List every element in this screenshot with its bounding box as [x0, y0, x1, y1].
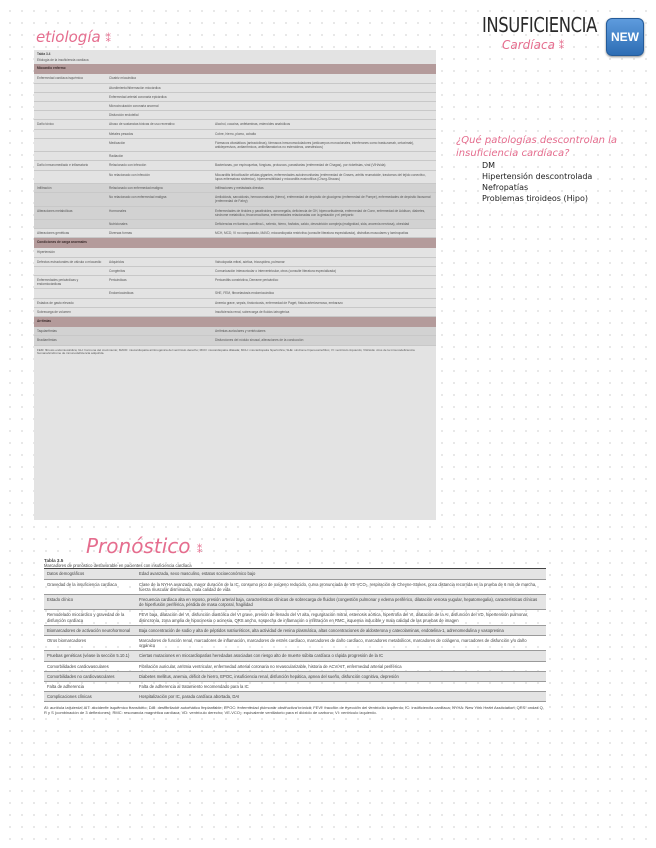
table-cell: Microcirculación coronaria anormal: [109, 104, 159, 109]
table-row: [34, 84, 436, 93]
table-cell: Bradiarritmias: [37, 338, 57, 343]
table-cell: Comunicación interauricular o interventricular, otros (consulte literatura especializada): [215, 268, 337, 273]
table-caption: Tabla 3.4: [37, 52, 51, 56]
table-cell: Alteraciones genéticas: [37, 231, 70, 236]
table-row: [34, 327, 436, 336]
table-cell: Fibrilación auricular, arritmia ventricular, enfermedad arterial coronaria no revascularizable, historia de ACV/AIT, enfermedad arterial periférica: [139, 663, 402, 669]
table-cell: Comorbilidades cardiovasculares: [47, 663, 109, 669]
sparkle-icon: ⁑: [196, 543, 203, 556]
table-cell: Alteraciones metabólicas: [37, 208, 73, 213]
table-cell: Edad avanzada, sexo masculino, estatus socioeconómico bajo: [139, 571, 256, 577]
section-header: Arritmias: [34, 317, 436, 327]
table-cell: Pericárdicas: [109, 278, 127, 283]
table-cell: [34, 267, 106, 275]
notes-answer: Hipertensión descontrolada: [482, 172, 593, 181]
table-cell: [34, 111, 106, 119]
etiologia-heading-text: etiología: [36, 28, 101, 46]
table-cell: Frecuencia cardíaca alta en reposo, presión arterial baja, características clínicas de sobrecarga de fluidos (congestión pulmonar y edema periférico, dilatación venosa yugular, hepatomegalia), características clínicas de hiperfusión periférica, pérdida de masa corporal, fragilidad: [139, 597, 538, 608]
page-title: INSUFICIENCIA: [482, 13, 597, 37]
table-row: [34, 120, 436, 129]
notes-answer: DM: [482, 161, 496, 170]
table-cell: Disfunción endotelial: [109, 113, 139, 118]
table-cell: [34, 93, 106, 101]
table-cell: Infiltraciones y metástasis directas: [215, 186, 264, 191]
table-cell: FEVI baja, dilatación del VI, disfunción diastólica del VI grave, presión de llenado del VI alta, regurgitación mitral, estenosis aórtica, hipertrofia del VI, dilatación de la AI, disfunción del VD, hipertensión pulmonar, disincronía, zona amplia de hipocinesia o acinesia, QRS ancho, sospecha de inflamación o infiltración en RMC, isquemia inducible y mala calidad de las pruebas de imagen: [139, 612, 529, 623]
table-cell: Valvulopatía mitral, aórtica, tricuspídea, pulmonar: [215, 259, 285, 264]
table-row: [34, 152, 436, 161]
notes-question: ¿Qué patologías descontrolan la insuficiencia cardíaca?: [456, 135, 618, 159]
notes-answer: Nefropatías: [482, 183, 529, 192]
table-cell: [212, 152, 436, 160]
table-cell: [106, 308, 212, 316]
table-cell: Hospitalización por IC, parada cardíaca abortada, DAI: [139, 694, 240, 700]
table-cell: Cicatriz miocárdica: [109, 76, 136, 81]
table-cell: [212, 93, 436, 101]
etiologia-heading: [36, 28, 111, 46]
table-row: [44, 692, 546, 702]
table-caption-title: Marcadores de pronóstico desfavorable en pacientes con insuficiencia cardíaca: [44, 563, 192, 569]
table-row: [44, 626, 546, 636]
table-cell: [212, 102, 436, 110]
pronostico-table: [44, 558, 546, 715]
table-cell: Daño tóxico: [37, 122, 54, 127]
table-cell: Alcohol, cocaína, anfetaminas, esteroides anabólicos: [215, 122, 291, 127]
table-row: [34, 258, 436, 267]
table-cell: Diabetes mellitus, anemia, déficit de hierro, EPOC, insuficiencia renal, disfunción hepática, apnea del sueño, disfunción cognitiva, depresión: [139, 673, 399, 679]
table-row: [34, 139, 436, 152]
etiologia-table: [34, 50, 436, 520]
handwritten-notes: [456, 134, 651, 204]
table-cell: Ciertas mutaciones en miocardiopatías heredadas asociadas con riesgo alto de muerte súbita cardíaca o rápida progresión de la IC: [139, 653, 384, 659]
table-cell: Fármacos citostáticos (antraciclinas), fármacos inmunomoduladores (anticuerpos monoclonales, interferones como trastuzumab, cetuximab), antidepresivos, antiarrítmicos, antiinflamatorios no esteroideos, anestésicos): [215, 140, 415, 150]
table-cell: [106, 327, 212, 335]
table-row: [44, 672, 546, 682]
table-row: [34, 299, 436, 308]
table-cell: Comorbilidades no cardiovasculares: [47, 673, 115, 679]
table-cell: Hipertensión: [37, 250, 55, 255]
table-cell: Relacionado con enfermedad maligna: [109, 186, 163, 191]
table-cell: Enfermedades pericárdicas y endomiocárdicas: [37, 278, 79, 287]
table-cell: [34, 152, 106, 160]
section-header: Condiciones de carga anormales: [34, 238, 436, 248]
table-cell: Estados de gasto elevado: [37, 300, 74, 305]
table-cell: Relacionado con infección: [109, 163, 147, 168]
table-row: [44, 580, 546, 595]
table-cell: [106, 336, 212, 344]
table-footnote: AI: aurícula izquierda; AIT: accidente isquémico transitorio; DAI: desfibrilador automático implantable; EPOC: enfermedad pulmonar obstructiva crónica; FEVI: fracción de eyección del ventrículo izquierdo; IC: insuficiencia cardíaca; NYHA: New York Heart Association; QRS: ondas Q, R y S (combinación de 3 deflexiones); RMC: resonancia magnética cardíaca; VD: ventrículo derecho; VE-VCO₂: equivalente ventilatorio para el dióxido de carbono; VI: ventrículo izquierdo.: [44, 705, 544, 716]
table-caption-title: Etiología de la insuficiencia cardíaca: [37, 58, 89, 63]
table-cell: Diversas formas: [109, 231, 133, 236]
table-row: [34, 102, 436, 111]
table-cell: [212, 248, 436, 256]
table-cell: [34, 84, 106, 92]
table-cell: Marcadores de función renal, marcadores de inflamación, marcadores de estrés cardíaco, marcadores de daño cardíaco, marcadores metabólicos, marcadores de colágeno, marcadores de disfunción y/o daño orgánico: [139, 638, 527, 649]
table-row: [34, 220, 436, 229]
table-cell: Cobre, hierro, plomo, cobalto: [215, 131, 257, 136]
table-cell: Defectos estructurales de válvula o miocardio: [37, 259, 102, 264]
table-cell: Endomiocárdicas: [109, 291, 134, 296]
table-cell: No relacionado con infección: [109, 172, 150, 177]
table-cell: Falta de adherencia: [47, 684, 85, 690]
notes-answer: Problemas tiroideos (Hipo): [482, 194, 588, 203]
table-row: [34, 93, 436, 102]
table-cell: [106, 299, 212, 307]
table-row: [34, 111, 436, 120]
table-cell: [34, 102, 106, 110]
table-row: [44, 682, 546, 692]
table-cell: Enfermedades de tiroides y paratiroides, acromegalia, deficiencia de GH, hipercortisolemia, enfermedad de Conn, enfermedad de Addison, diabetes, síndrome metabólico, feocromocitoma, enfermedades relacionadas con la gestación y el periparto: [215, 208, 426, 217]
new-badge[interactable]: NEW: [606, 18, 644, 56]
table-cell: Amiloidosis, sarcoidosis, hemocromatosis (hierro), enfermedad de depósito de glucógeno (enfermedad de Pompe), enfermedades de depósito lisosomal (enfermedad de Fabry): [215, 195, 431, 204]
table-cell: [212, 84, 436, 92]
notes-answers: [456, 160, 651, 204]
table-cell: Datos demográficos: [47, 571, 85, 577]
table-cell: SHE, FEM, fibroelastosis endomiocárdica: [215, 291, 274, 296]
table-cell: Bacterianas, por espiroquetas, fúngicas, protozoos, parasitarias (enfermedad de Chagas), por rickettsias, viral (VIH/sida): [215, 163, 386, 168]
table-cell: Pruebas genéticas (véase la sección 5.10.1): [47, 653, 130, 659]
table-cell: [34, 193, 106, 205]
table-row: [34, 308, 436, 317]
table-cell: Taquiarritmias: [37, 329, 57, 334]
table-row: [34, 248, 436, 257]
table-row: [34, 161, 436, 170]
table-row: [34, 267, 436, 276]
table-row: [44, 568, 546, 579]
section-header: Miocardio enfermo: [34, 64, 436, 74]
table-cell: Anemia grave, sepsis, tirotoxicosis, enfermedad de Paget, fístula arteriovenosa, embarazo: [215, 300, 343, 305]
table-cell: MCH, MCD, VI no compactado, MAVD, miocardiopatía restrictiva (consulte literatura especializada), distrofias musculares y laminopatías: [215, 231, 409, 236]
table-cell: Otros biomarcadores: [47, 638, 87, 644]
table-cell: Aturdimiento/hibernación miocárdica: [109, 85, 161, 90]
table-cell: Nutricionales: [109, 222, 128, 227]
table-row: [34, 171, 436, 184]
table-cell: [34, 289, 106, 297]
table-row: [34, 207, 436, 220]
table-row: [44, 610, 546, 625]
table-cell: Complicaciones clínicas: [47, 694, 92, 700]
table-cell: Pericarditis constrictiva, Derrame pericárdico: [215, 278, 279, 283]
table-row: [34, 336, 436, 345]
table-cell: Congénitos: [109, 268, 126, 273]
table-cell: [212, 74, 436, 82]
table-cell: Abuso de sustancias tóxicas de uso recreativo: [109, 122, 175, 127]
table-cell: No relacionado con enfermedad maligna: [109, 195, 167, 200]
table-cell: Insuficiencia renal, sobrecarga de fluidos iatrogénica: [215, 309, 290, 314]
pronostico-heading: [86, 534, 202, 558]
table-row: [34, 74, 436, 83]
table-cell: Enfermedad arterial coronaria epicárdica: [109, 94, 167, 99]
table-cell: Falta de adherencia al tratamiento recomendado para la IC: [139, 684, 249, 690]
table-cell: Clase de la NYHA avanzada, mayor duración de la IC, consumo pico de oxígeno reducido, curva pronunciada de VE-VCO₂, respiración de Cheyne-Stokes, poca distancia recorrida en la prueba de 6 min de marcha, fuerza muscular disminuida, mala calidad de vida: [139, 581, 537, 592]
table-cell: Biomarcadores de activación neurohormonal: [47, 627, 131, 633]
table-cell: Medicación: [109, 140, 126, 145]
table-cell: Sobrecarga de volumen: [37, 309, 71, 314]
table-row: [44, 636, 546, 651]
table-cell: Daño inmunomediado e inflamatorio: [37, 163, 89, 168]
table-cell: Enfermedad cardíaca isquémica: [37, 76, 83, 81]
table-cell: [34, 139, 106, 151]
subtitle-text: Cardíaca: [502, 38, 555, 52]
table-cell: Hormonales: [109, 208, 127, 213]
table-row: [34, 276, 436, 289]
table-row: [44, 662, 546, 672]
table-row: [34, 193, 436, 206]
table-row: [34, 184, 436, 193]
table-cell: Metales pesados: [109, 131, 134, 136]
pronostico-heading-text: Pronóstico: [86, 534, 191, 558]
table-cell: [34, 220, 106, 228]
page-subtitle: [502, 38, 564, 52]
table-cell: Deficiencias en tiamina, carnitina L, selenio, hierro, fosfatos, calcio, desnutrición compleja (malignidad, sida, anorexia nerviosa), obesidad: [215, 222, 410, 227]
table-cell: Adquiridos: [109, 259, 125, 264]
sparkle-icon: ⁑: [558, 39, 565, 52]
table-cell: [212, 111, 436, 119]
table-row: [34, 289, 436, 298]
table-cell: [34, 171, 106, 183]
table-cell: Miocarditis linfocítica/de células gigantes, enfermedades autoinmunitarias (enfermedad de Graves, artritis reumatoide, trastornos del tejido conectivo, lupus eritematoso sistémico), hipersensibilidad y miocarditis eosinofílica (Churg-Strauss): [215, 172, 426, 181]
table-footnote: FEM: fibrosis endomiocárdica; GH: hormona del crecimiento; MAVD: miocardiopatía arritmogénica del ventrículo derecho; MCD: miocardiopatía dilatada; MCH: miocardiopatía hipertrófica; SHE: síndrome hipereosinofílico; VI: ventrículo izquierdo; VIH/sida: virus de la inmunodeficiencia humana/síndrome de inmunodeficiencia adquirida.: [37, 347, 415, 356]
table-row: [44, 595, 546, 610]
table-row: [34, 130, 436, 139]
table-cell: [106, 248, 212, 256]
table-cell: Infiltración: [37, 186, 52, 191]
table-row: [44, 651, 546, 661]
table-cell: Remodelado miocárdico y gravedad de la disfunción cardíaca: [47, 612, 125, 623]
table-cell: Radiación: [109, 154, 124, 159]
table-cell: Baja concentración de sodio y alta de péptidos natriuréticos, alta actividad de renina plasmática, altas concentraciones de aldosterona y catecolaminas, endotelina-1, adrenomedulina y vasopresina: [139, 627, 504, 633]
table-cell: Arritmias auriculares y ventriculares: [215, 329, 266, 334]
table-row: [34, 229, 436, 238]
sparkle-icon: ⁑: [105, 32, 111, 45]
table-cell: [34, 130, 106, 138]
table-cell: Gravedad de la insuficiencia cardíaca: [47, 581, 117, 587]
table-cell: Estado clínico: [47, 597, 74, 603]
table-caption: Tabla 3.5: [44, 558, 64, 563]
table-cell: Disfunciones del nódulo sinusal, alteraciones de la conducción: [215, 338, 304, 343]
